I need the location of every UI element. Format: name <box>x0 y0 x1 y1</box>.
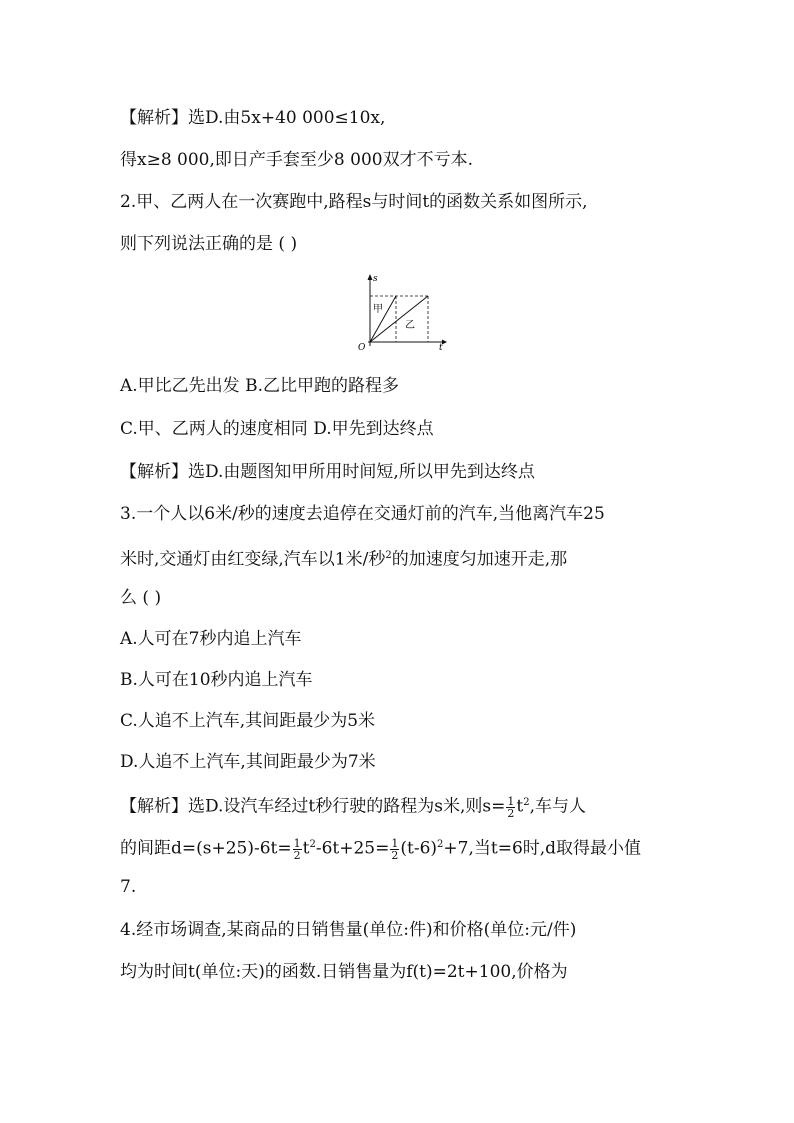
analysis-text: 选D.设汽车经过t秒行驶的路程为s米,则s= <box>188 796 506 817</box>
analysis-3-line-2 <box>120 834 641 861</box>
analysis-3-line-1 <box>120 792 586 819</box>
question-3-text: 米时,交通灯由红变绿,汽车以1米/秒 <box>120 549 386 570</box>
analysis-text: 的间距d=(s+25)-6t= <box>120 838 292 859</box>
jia-label: 甲 <box>373 304 383 315</box>
s-axis-label: s <box>373 274 378 284</box>
analysis-text: t <box>516 796 524 817</box>
fraction-denominator: 2 <box>507 806 515 820</box>
fraction-numerator: 1 <box>507 794 515 808</box>
question-3-text: 的加速度匀加速开走,那 <box>391 549 568 570</box>
question-3-option-b: B.人可在10秒内追上汽车 <box>120 670 313 690</box>
fraction-one-half <box>506 796 515 819</box>
fraction-denominator: 2 <box>293 848 301 862</box>
superscript: 2 <box>437 839 444 850</box>
question-2-line-2: 则下列说法正确的是 ( ) <box>120 234 298 254</box>
analysis-text: 选D.由题图知甲所用时间短,所以甲先到达终点 <box>188 462 535 482</box>
fraction-denominator: 2 <box>391 848 399 862</box>
question-3-option-d: D.人追不上汽车,其间距最少为7米 <box>120 752 376 772</box>
yi-line <box>370 296 428 342</box>
question-4-line-1: 4.经市场调查,某商品的日销售量(单位:件)和价格(单位:元/件) <box>120 920 577 940</box>
fraction-numerator: 1 <box>391 836 399 850</box>
analysis-tag: 【解析】 <box>120 462 188 482</box>
question-3-option-c: C.人追不上汽车,其间距最少为5米 <box>120 711 376 731</box>
analysis-3-line-3: 7. <box>120 877 137 897</box>
analysis-1-line-1 <box>120 107 385 129</box>
t-axis-label: t <box>439 343 443 352</box>
question-2-line-1: 2.甲、乙两人在一次赛跑中,路程s与时间t的函数关系如图所示, <box>120 192 588 212</box>
analysis-text: +7,当t=6时,d取得最小值 <box>443 838 642 859</box>
question-2-options-line-2: C.甲、乙两人的速度相同 D.甲先到达终点 <box>120 419 434 439</box>
question-3-line-1: 3.一个人以6米/秒的速度去追停在交通灯前的汽车,当他离汽车25 <box>120 504 605 524</box>
analysis-tag: 【解析】 <box>120 796 188 817</box>
t-axis-arrow <box>442 340 447 345</box>
s-axis-arrow <box>368 274 373 280</box>
jia-line <box>370 296 396 342</box>
superscript: 2 <box>385 550 392 561</box>
analysis-tag: 【解析】 <box>120 108 188 128</box>
fraction-one-half <box>293 838 302 861</box>
superscript: 2 <box>523 797 530 808</box>
analysis-1-line-2: 得x≥8 000,即日产手套至少8 000双才不亏本. <box>120 150 473 170</box>
analysis-text: 选D.由5x+40 000≤10x, <box>188 108 386 128</box>
superscript: 2 <box>309 839 316 850</box>
question-3-line-3: 么 ( ) <box>120 588 162 608</box>
fraction-one-half <box>390 838 399 861</box>
analysis-2 <box>120 461 535 483</box>
analysis-text: t <box>302 838 310 859</box>
question-3-option-a: A.人可在7秒内追上汽车 <box>120 629 302 649</box>
question-2-options-line-1: A.甲比乙先出发 B.乙比甲跑的路程多 <box>120 376 399 396</box>
question-3-line-2 <box>120 545 567 571</box>
fraction-numerator: 1 <box>293 836 301 850</box>
analysis-text: ,车与人 <box>529 796 586 817</box>
distance-time-graph <box>350 270 450 352</box>
yi-label: 乙 <box>405 320 415 331</box>
analysis-text: -6t+25= <box>315 838 390 859</box>
analysis-text: (t-6) <box>400 838 438 859</box>
question-4-line-2: 均为时间t(单位:天)的函数.日销售量为f(t)=2t+100,价格为 <box>120 962 568 982</box>
origin-label: O <box>358 343 366 352</box>
